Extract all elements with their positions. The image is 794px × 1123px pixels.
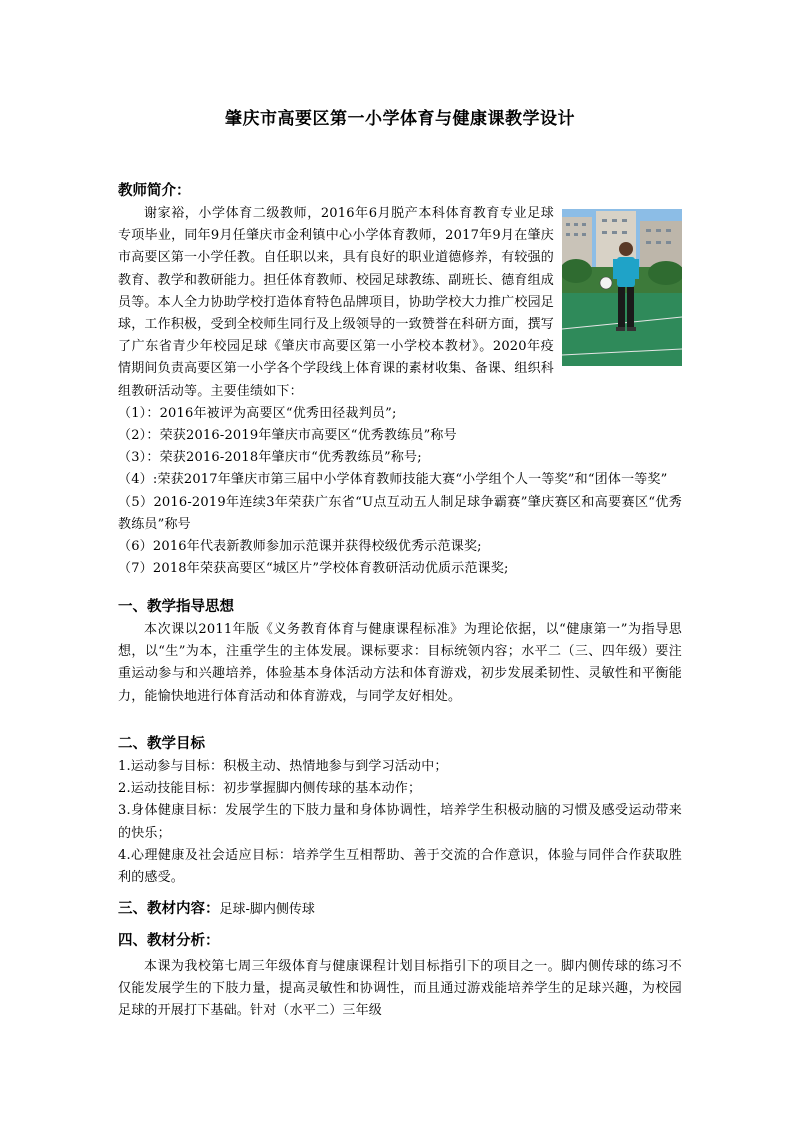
objective-item: 4.心理健康及社会适应目标：培养学生互相帮助、善于交流的合作意识，体验与同伴合作获取胜利的感受。 — [118, 847, 682, 886]
teacher-intro-section — [118, 180, 682, 580]
section-heading: 二、教学目标 — [118, 736, 205, 752]
teaching-objectives-section — [118, 733, 682, 889]
objective-item: 3.身体健康目标：发展学生的下肢力量和身体协调性，培养学生积极动脑的习惯及感受运动带来的快乐； — [118, 803, 682, 841]
achievement-item: （4）:荣获2017年肇庆市第三届中小学体育教师技能大赛“小学组个人一等奖”和“团体一等奖” — [118, 472, 668, 488]
section-paragraph: 本次课以2011年版《义务教育体育与健康课程标准》为理论依据，以“健康第一”为指导思想，以“生”为本，注重学生的主体发展。课标要求：目标统领内容；水平二（三、四年级）要注重运动参与和兴趣培养，体验基本身体活动方法和体育游戏，初步发展柔韧性、灵敏性和平衡能力，能愉快地进行体育活动和体育游戏，与同学友好相处。 — [118, 622, 682, 704]
teacher-photo-image — [562, 209, 682, 366]
section-heading: 一、教学指导思想 — [118, 599, 234, 615]
objective-item: 1.运动参与目标：积极主动、热情地参与到学习活动中； — [118, 759, 448, 774]
section-content-inline: 足球-脚内侧传球 — [219, 902, 315, 917]
achievement-item: （6）2016年代表新教师参加示范课并获得校级优秀示范课奖; — [118, 539, 482, 555]
teaching-content-section — [118, 898, 682, 921]
achievement-item: （3）：荣获2016-2018年肇庆市“优秀教练员”称号; — [118, 450, 422, 466]
achievement-item: （5）2016-2019年连续3年荣获广东省“U点互动五人制足球争霸赛”肇庆赛区和高要赛区“优秀教练员”称号 — [118, 494, 682, 532]
intro-paragraph: 谢家裕，小学体育二级教师，2016年6月脱产本科体育教育专业足球专项毕业，同年9月任肇庆市金利镇中心小学体育教师，2017年9月在肇庆市高要区第一小学任教。自任职以来，具有良好的职业道德修养，有较强的教育、教学和教研能力。担任体育教师、校园足球教练、副班长、德育组成员等。本人全力协助学校打造体育特色品牌项目，协助学校大力推广校园足球，工作积极，受到全校师生同行及上级领导的一致赞誉在科研方面，撰写了广东省青少年校园足球《肇庆市高要区第一小学校本教材》。2020年疫情期间负责高要区第一小学各个学段线上体育课的素材收集、备课、组织科组教研活动等。主要佳绩如下： — [118, 206, 554, 399]
objective-item: 2.运动技能目标：初步掌握脚内侧传球的基本动作； — [118, 781, 422, 797]
material-analysis-section — [118, 930, 682, 1023]
achievement-item: （1）：2016年被评为高要区“优秀田径裁判员”; — [118, 405, 397, 421]
teaching-philosophy-section — [118, 596, 682, 708]
achievement-item: （7）2018年荣获高要区“城区片”学校体育教研活动优质示范课奖; — [118, 561, 509, 577]
intro-heading: 教师简介： — [118, 183, 191, 199]
section-heading — [118, 898, 682, 921]
section-paragraph: 本课为我校第七周三年级体育与健康课程计划目标指引下的项目之一。脚内侧传球的练习不仅能发展学生的下肢力量，提高灵敏性和协调性，而且通过游戏能培养学生的足球兴趣，为校园足球的开展打下基础。针对（水平二）三年级 — [118, 959, 682, 1019]
section-heading: 四、教材分析： — [118, 933, 220, 949]
teacher-photo — [562, 209, 682, 366]
section-heading-label: 三、教材内容： — [118, 901, 220, 917]
achievement-item: （2）：荣获2016-2019年肇庆市高要区“优秀教练员”称号 — [118, 428, 457, 444]
document-title: 肇庆市高要区第一小学体育与健康课教学设计 — [225, 109, 575, 129]
